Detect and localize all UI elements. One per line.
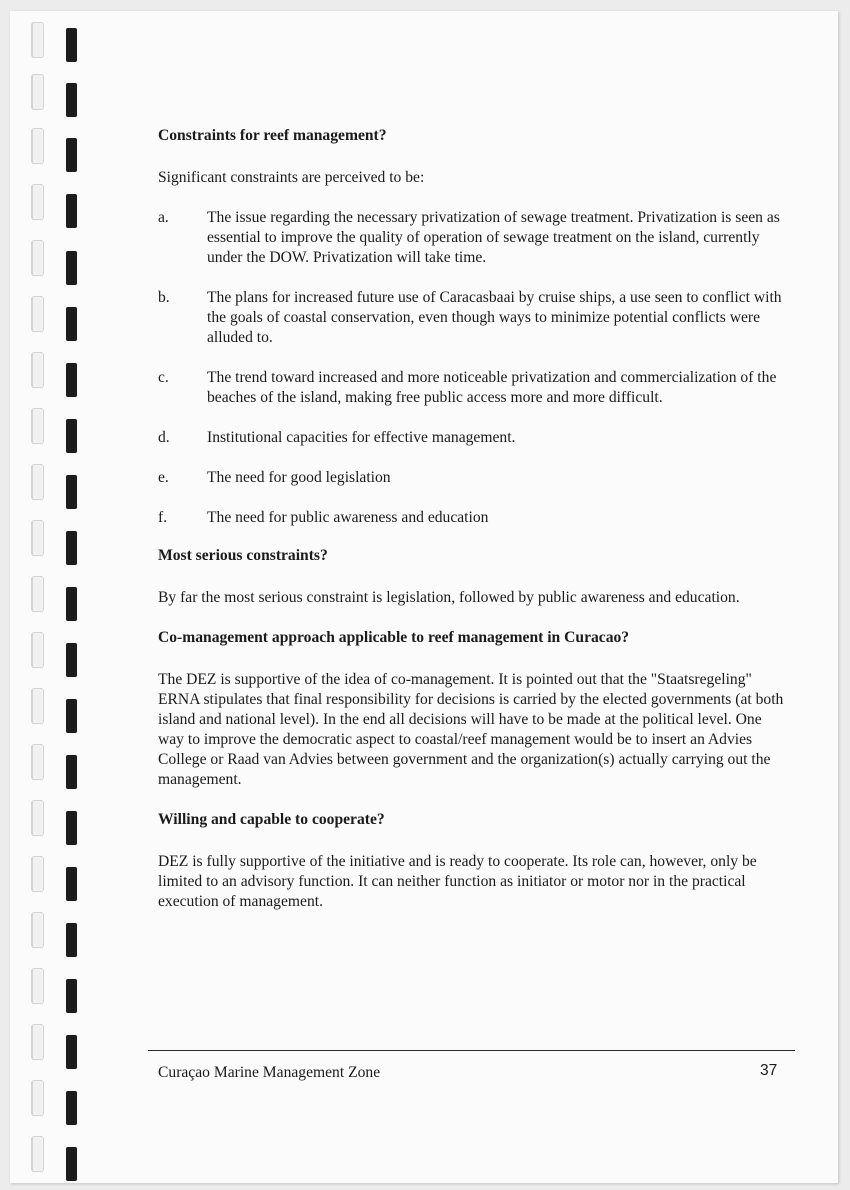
binding-ring <box>31 464 44 500</box>
binding-hole <box>66 531 77 565</box>
binding-ring <box>31 1080 44 1116</box>
binding-hole <box>66 923 77 957</box>
binding-ring <box>31 800 44 836</box>
binding-hole <box>66 363 77 397</box>
binding-ring <box>31 912 44 948</box>
list-item-text: The issue regarding the necessary privatization of sewage treatment. Privatization is seen as essential to improve the quality of operation of sewage treatment on the island, currently under the DOW. Privatization will take time. <box>207 209 780 266</box>
footer-title: Curaçao Marine Management Zone <box>158 1064 381 1081</box>
list-item-text: The need for good legislation <box>207 469 391 486</box>
binding-ring <box>31 576 44 612</box>
section-heading-willing: Willing and capable to cooperate? <box>158 811 385 828</box>
page-number: 37 <box>760 1062 778 1079</box>
list-item <box>158 508 788 528</box>
binding-ring <box>31 632 44 668</box>
spiral-binding <box>0 0 90 1190</box>
binding-hole <box>66 251 77 285</box>
section-heading-co-management: Co-management approach applicable to reef management in Curacao? <box>158 629 630 646</box>
binding-ring <box>31 744 44 780</box>
binding-hole <box>66 1147 77 1181</box>
list-item <box>158 368 788 408</box>
section-heading-constraints: Constraints for reef management? <box>158 127 387 144</box>
binding-hole <box>66 138 77 172</box>
list-marker: c. <box>158 369 169 386</box>
co-management-text: The DEZ is supportive of the idea of co-management. It is pointed out that the "Staatsregeling" ERNA stipulates that final responsibility for decisions is carried by the elected governments (at both island and national level). In the end all decisions will have to be made at the political level. One way to improve the democratic aspect to coastal/reef management would be to insert an Advies College or Raad van Advies between government and the organization(s) actually carrying out the management. <box>158 671 784 788</box>
list-item <box>158 468 788 488</box>
binding-ring <box>31 1024 44 1060</box>
page-content <box>158 126 788 932</box>
binding-hole <box>66 979 77 1013</box>
binding-ring <box>31 240 44 276</box>
constraints-intro: Significant constraints are perceived to be: <box>158 169 425 186</box>
list-item <box>158 208 788 268</box>
most-serious-text: By far the most serious constraint is legislation, followed by public awareness and education. <box>158 589 740 606</box>
binding-hole <box>66 699 77 733</box>
binding-ring <box>31 968 44 1004</box>
list-marker: e. <box>158 469 169 486</box>
binding-hole <box>66 643 77 677</box>
binding-ring <box>31 1136 44 1172</box>
willing-text: DEZ is fully supportive of the initiative and is ready to cooperate. Its role can, however, only be limited to an advisory function. It can neither function as initiator or motor nor in the practical execution of management. <box>158 853 757 910</box>
binding-hole <box>66 475 77 509</box>
binding-ring <box>31 688 44 724</box>
section-heading-most-serious: Most serious constraints? <box>158 547 328 564</box>
list-marker: f. <box>158 509 168 526</box>
binding-ring <box>31 352 44 388</box>
binding-ring <box>31 296 44 332</box>
binding-ring <box>31 128 44 164</box>
binding-hole <box>66 1035 77 1069</box>
binding-hole <box>66 194 77 228</box>
binding-hole <box>66 1091 77 1125</box>
binding-ring <box>31 184 44 220</box>
binding-ring <box>31 74 44 110</box>
list-item-text: The trend toward increased and more noticeable privatization and commercialization of the beaches of the island, making free public access more and more difficult. <box>207 369 777 406</box>
list-item-text: The need for public awareness and education <box>207 509 489 526</box>
list-marker: a. <box>158 209 169 226</box>
list-item <box>158 428 788 448</box>
binding-hole <box>66 83 77 117</box>
binding-hole <box>66 755 77 789</box>
footer-divider <box>148 1050 795 1051</box>
binding-ring <box>31 856 44 892</box>
binding-ring <box>31 520 44 556</box>
binding-hole <box>66 307 77 341</box>
binding-hole <box>66 28 77 62</box>
binding-ring <box>31 408 44 444</box>
binding-hole <box>66 587 77 621</box>
list-marker: d. <box>158 429 170 446</box>
binding-hole <box>66 811 77 845</box>
list-marker: b. <box>158 289 170 306</box>
binding-hole <box>66 419 77 453</box>
binding-hole <box>66 867 77 901</box>
list-item <box>158 288 788 348</box>
binding-ring <box>31 22 44 58</box>
list-item-text: Institutional capacities for effective management. <box>207 429 516 446</box>
list-item-text: The plans for increased future use of Caracasbaai by cruise ships, a use seen to conflict with the goals of coastal conservation, even though ways to minimize potential conflicts were alluded to. <box>207 289 782 346</box>
